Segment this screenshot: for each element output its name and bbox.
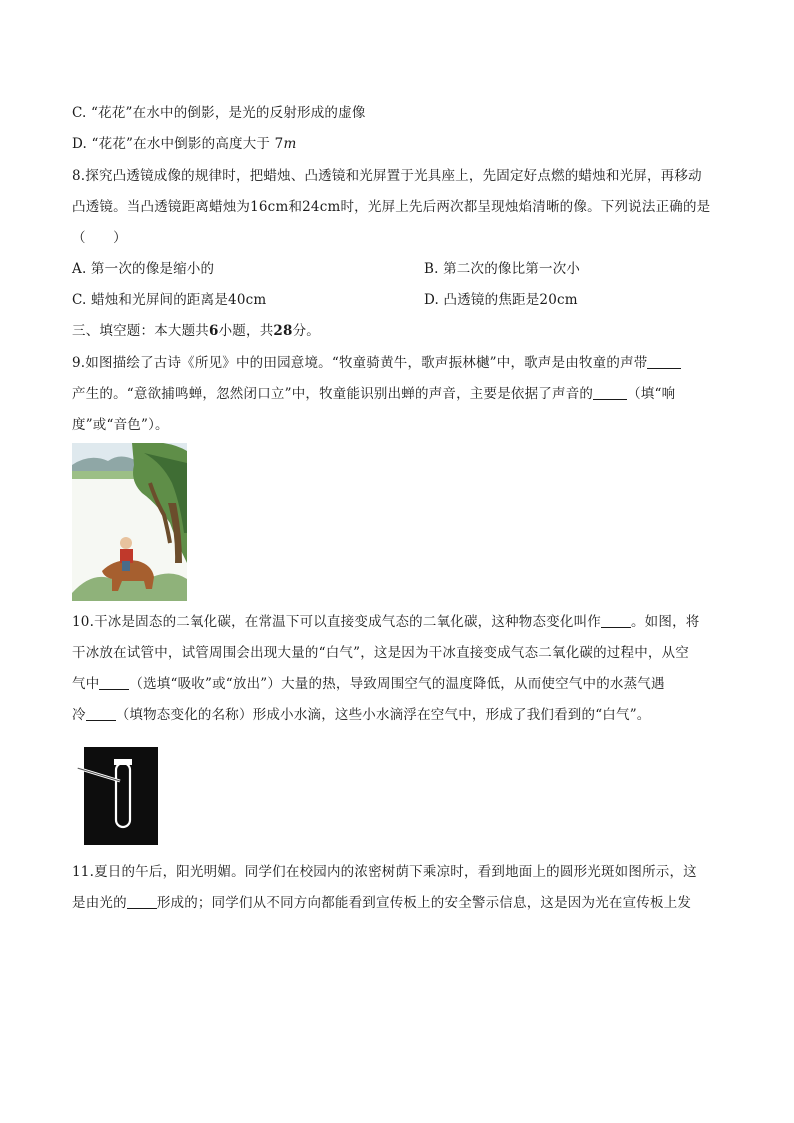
q10-stem-line4 [72, 705, 651, 725]
q10-blank-1[interactable] [601, 613, 631, 628]
q10-line3-text: （选填“吸收”或“放出”）大量的热，导致周围空气的温度降低，从而使空气中的水蒸气遇 [129, 676, 665, 692]
q7-option-d [72, 134, 296, 154]
q8-option-c: C. 蜡烛和光屏间的距离是40cm [72, 292, 267, 308]
q9-line2-text: 产生的。“意欲捕鸣蝉，忽然闭口立”中，牧童能识别出蝉的声音，主要是依据了声音的 [72, 386, 594, 402]
q7-option-d-text: D. “花花”在水中倒影的高度大于 [72, 136, 271, 152]
q8-option-d: D. 凸透镜的焦距是20cm [424, 292, 578, 308]
q8-stem-line1: 8.探究凸透镜成像的规律时，把蜡烛、凸透镜和光屏置于光具座上，先固定好点燃的蜡烛和光屏，再移动 [72, 168, 702, 184]
q10-stem-line1 [72, 612, 699, 632]
q10-line4-head: 冷 [72, 707, 86, 723]
q10-line1-tail: 。如图，将 [630, 614, 700, 630]
q11-line2-head: 是由光的 [72, 895, 127, 911]
q9-blank-2[interactable] [593, 385, 627, 400]
q9-line1-text: 9.如图描绘了古诗《所见》中的田园意境。“牧童骑黄牛，歌声振林樾”中，歌声是由牧童的声带 [72, 355, 648, 371]
q8-option-b: B. 第二次的像比第一次小 [424, 261, 581, 277]
q8-option-row1 [72, 259, 581, 279]
q9-stem-line3: 度”或“音色”）。 [72, 417, 169, 433]
q9-line2-tail: （填“响 [627, 386, 676, 402]
q10-stem-line3 [72, 674, 665, 694]
q11-line2-text: 形成的；同学们从不同方向都能看到宣传板上的安全警示信息，这是因为光在宣传板上发 [156, 895, 692, 911]
q10-stem-line2: 干冰放在试管中，试管周围会出现大量的“白气”，这是因为干冰直接变成气态二氧化碳的过程中，从空 [72, 645, 690, 661]
section-heading-fill-in [72, 321, 320, 341]
q10-line4-text: （填物态变化的名称）形成小水滴，这些小水滴浮在空气中，形成了我们看到的“白气”。 [115, 707, 651, 723]
q7-option-d-value: 7 [274, 136, 284, 152]
test-tube-picture [72, 745, 158, 845]
section-total-score: 28 [273, 323, 293, 339]
q10-line1-text: 10.干冰是固态的二氧化碳，在常温下可以直接变成气态的二氧化碳，这种物态变化叫作 [72, 614, 601, 630]
q10-blank-3[interactable] [86, 706, 116, 721]
section-heading-prefix: 三、填空题：本大题共 [72, 323, 209, 339]
q11-stem-line1: 11.夏日的午后，阳光明媚。同学们在校园内的浓密树荫下乘凉时，看到地面上的圆形光斑如图所示，这 [72, 864, 697, 880]
q10-illustration-test-tube [72, 745, 158, 845]
q9-blank-1[interactable] [647, 354, 681, 369]
q8-stem-line2: 凸透镜。当凸透镜距离蜡烛为16cm和24cm时，光屏上先后两次都呈现烛焰清晰的像。下列说法正确的是 [72, 199, 711, 215]
q7-option-d-unit: m [283, 136, 297, 152]
section-heading-suffix: 分。 [292, 323, 320, 339]
section-heading-middle: 小题，共 [218, 323, 274, 339]
q7-option-c: C. “花花”在水中的倒影，是光的反射形成的虚像 [72, 105, 366, 121]
q10-line3-head: 气中 [72, 676, 100, 692]
q10-blank-2[interactable] [99, 675, 129, 690]
q11-stem-line2 [72, 893, 691, 913]
herdboy-on-ox-picture [72, 443, 187, 601]
q8-option-a: A. 第一次的像是缩小的 [72, 261, 215, 277]
q9-stem-line1 [72, 353, 681, 373]
q8-stem-line3: （ ） [72, 230, 127, 246]
q11-blank-1[interactable] [127, 894, 157, 909]
q9-stem-line2 [72, 384, 675, 404]
q9-illustration-herdboy [72, 443, 187, 601]
section-question-count: 6 [209, 323, 219, 339]
q8-option-row2 [72, 290, 578, 310]
